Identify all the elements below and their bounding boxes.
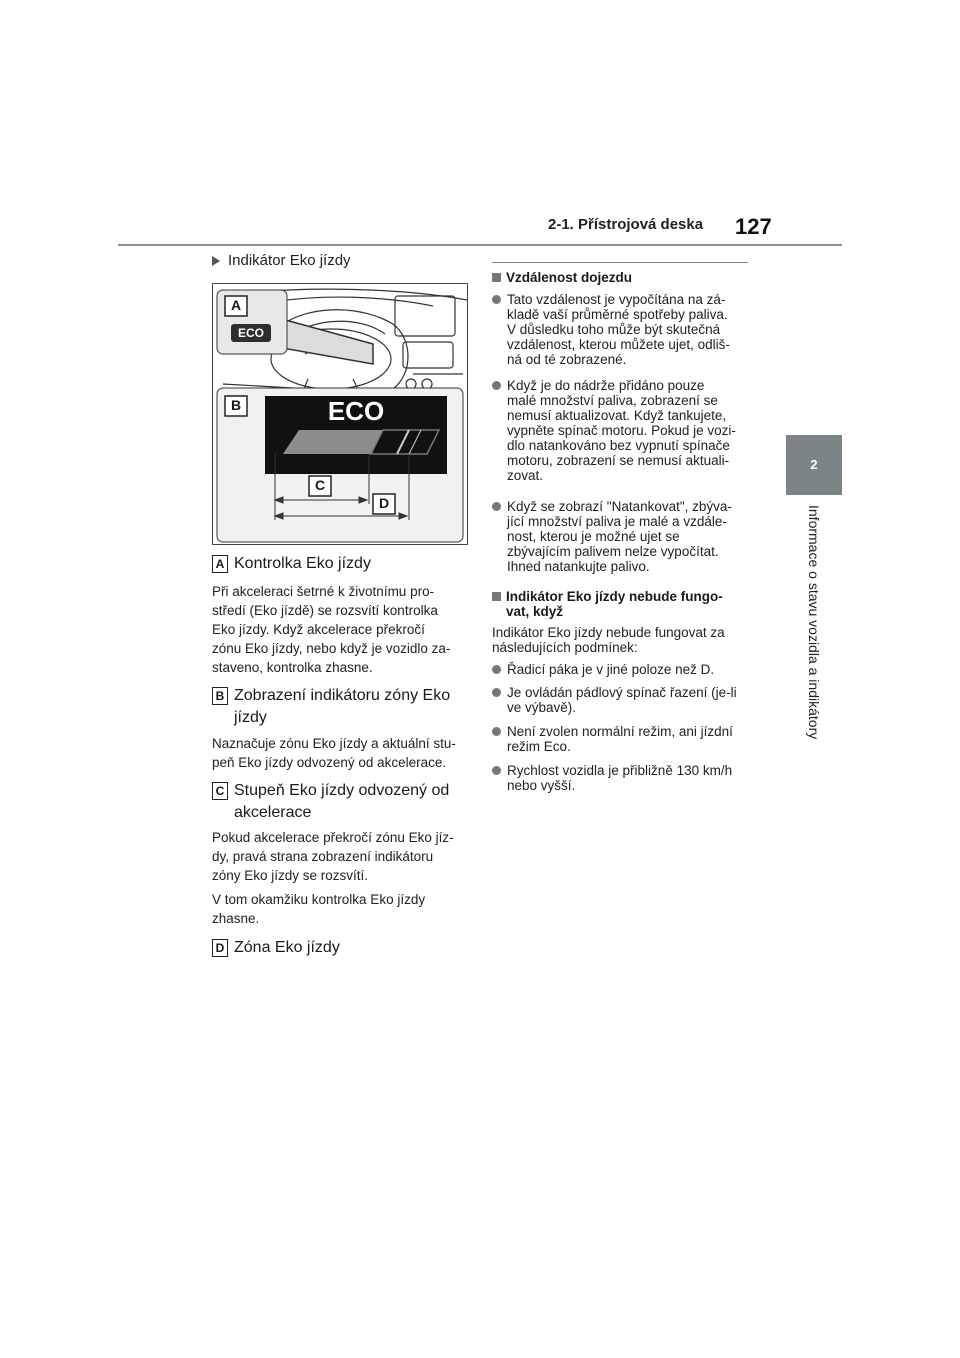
- eco-indicator-figure: [212, 283, 468, 545]
- callout-c: C: [314, 477, 326, 493]
- triangle-bullet-icon: [212, 256, 220, 266]
- bullet-range-2-text: Když je do nádrže přidáno pouze malé množství paliva, zobrazení se nemusí aktualizovat. Když tankujete, vypněte spínač motoru. Pokud je vozi- dlo natankováno bez vypnutí spínače motoru, zobrazení se nemusí aktuali- zovat.: [507, 378, 736, 483]
- label-a-box: A: [212, 555, 228, 573]
- square-bullet-icon: [492, 273, 501, 282]
- circle-bullet-icon: [492, 295, 501, 304]
- item-b-title: Zobrazení indikátoru zóny Eko jízdy: [234, 687, 451, 726]
- eco-display-title: ECO: [327, 396, 385, 426]
- item-a: [212, 553, 470, 575]
- bullet-cond-4-text: Rychlost vozidla je přibližně 130 km/h nebo vyšší.: [507, 763, 733, 793]
- header-rule: [118, 244, 842, 246]
- heading-eco-not-working: [492, 589, 752, 619]
- heading-range: [492, 270, 752, 285]
- section-title: 2-1. Přístrojová deska: [548, 216, 704, 233]
- item-d-title: Zóna Eko jízdy: [234, 939, 340, 956]
- item-c-title: Stupeň Eko jízdy odvozený od akcelerace: [234, 782, 450, 821]
- bullet-cond-1-text: Řadicí páka je v jiné poloze než D.: [507, 662, 715, 677]
- heading-range-text: Vzdálenost dojezdu: [506, 270, 633, 285]
- figure-heading: Indikátor Eko jízdy: [228, 252, 351, 269]
- eco-stage-bar: [283, 430, 383, 454]
- circle-bullet-icon: [492, 665, 501, 674]
- bullet-cond-3: [492, 724, 752, 754]
- item-a-title: Kontrolka Eko jízdy: [234, 555, 371, 572]
- bullet-cond-2: [492, 685, 752, 715]
- page-number: 127: [735, 214, 772, 239]
- bullet-cond-2-text: Je ovládán pádlový spínač řazení (je-li ve výbavě).: [507, 685, 737, 715]
- bullet-cond-3-text: Není zvolen normální režim, ani jízdní režim Eco.: [507, 724, 733, 754]
- square-bullet-icon: [492, 592, 501, 601]
- callout-a: A: [230, 297, 242, 313]
- chapter-title-vertical: [786, 505, 842, 835]
- right-column-rule: [492, 262, 748, 263]
- heading-eco-not-working-text: Indikátor Eko jízdy nebude fungo- vat, když: [506, 589, 723, 619]
- circle-bullet-icon: [492, 381, 501, 390]
- label-d-box: D: [212, 939, 228, 957]
- bullet-range-3: [492, 499, 752, 574]
- item-a-text: Při akceleraci šetrné k životnímu pro- středí (Eko jízdě) se rozsvítí kontrolka Eko jízdy. Když akcelerace překročí zónu Eko jízdy, nebo když je vozidlo za- staveno, kontrolka zhasne.: [212, 584, 451, 675]
- item-b: [212, 685, 470, 729]
- bullet-cond-1: [492, 662, 752, 677]
- label-c-box: C: [212, 782, 228, 800]
- chapter-title: Informace o stavu vozidla a indikátory: [806, 505, 822, 740]
- circle-bullet-icon: [492, 727, 501, 736]
- figure-heading-row: [212, 252, 468, 269]
- circle-bullet-icon: [492, 766, 501, 775]
- item-d: [212, 937, 470, 959]
- item-c-text2: V tom okamžiku kontrolka Eko jízdy zhasne.: [212, 892, 426, 926]
- callout-d: D: [378, 495, 390, 511]
- circle-bullet-icon: [492, 502, 501, 511]
- bullet-range-1: [492, 292, 752, 367]
- bullet-range-1-text: Tato vzdálenost je vypočítána na zá- kladě vaší průměrné spotřeby paliva. V důsledku toho může být skutečná vzdálenost, kterou můžete ujet, odliš- ná od té zobrazené.: [507, 292, 730, 367]
- bullet-range-2: [492, 378, 752, 483]
- chapter-tab: 2: [786, 435, 842, 495]
- item-c: [212, 780, 470, 824]
- eco-intro-text: Indikátor Eko jízdy nebude fungovat za následujících podmínek:: [492, 625, 725, 655]
- bullet-cond-4: [492, 763, 752, 793]
- circle-bullet-icon: [492, 688, 501, 697]
- label-b-box: B: [212, 687, 228, 705]
- eco-badge-label: ECO: [237, 326, 264, 340]
- item-b-text: Naznačuje zónu Eko jízdy a aktuální stu- peň Eko jízdy odvozený od akcelerace.: [212, 736, 456, 770]
- callout-b: B: [230, 397, 242, 413]
- item-c-text: Pokud akcelerace překročí zónu Eko jíz- dy, pravá strana zobrazení indikátoru zóny Eko jízdy se rozsvítí.: [212, 830, 454, 883]
- bullet-range-3-text: Když se zobrazí "Natankovat", zbýva- jící množství paliva je malé a vzdále- nost, kterou je možné ujet se zbývajícím palivem nelze vypočítat. Ihned natankujte palivo.: [507, 499, 732, 574]
